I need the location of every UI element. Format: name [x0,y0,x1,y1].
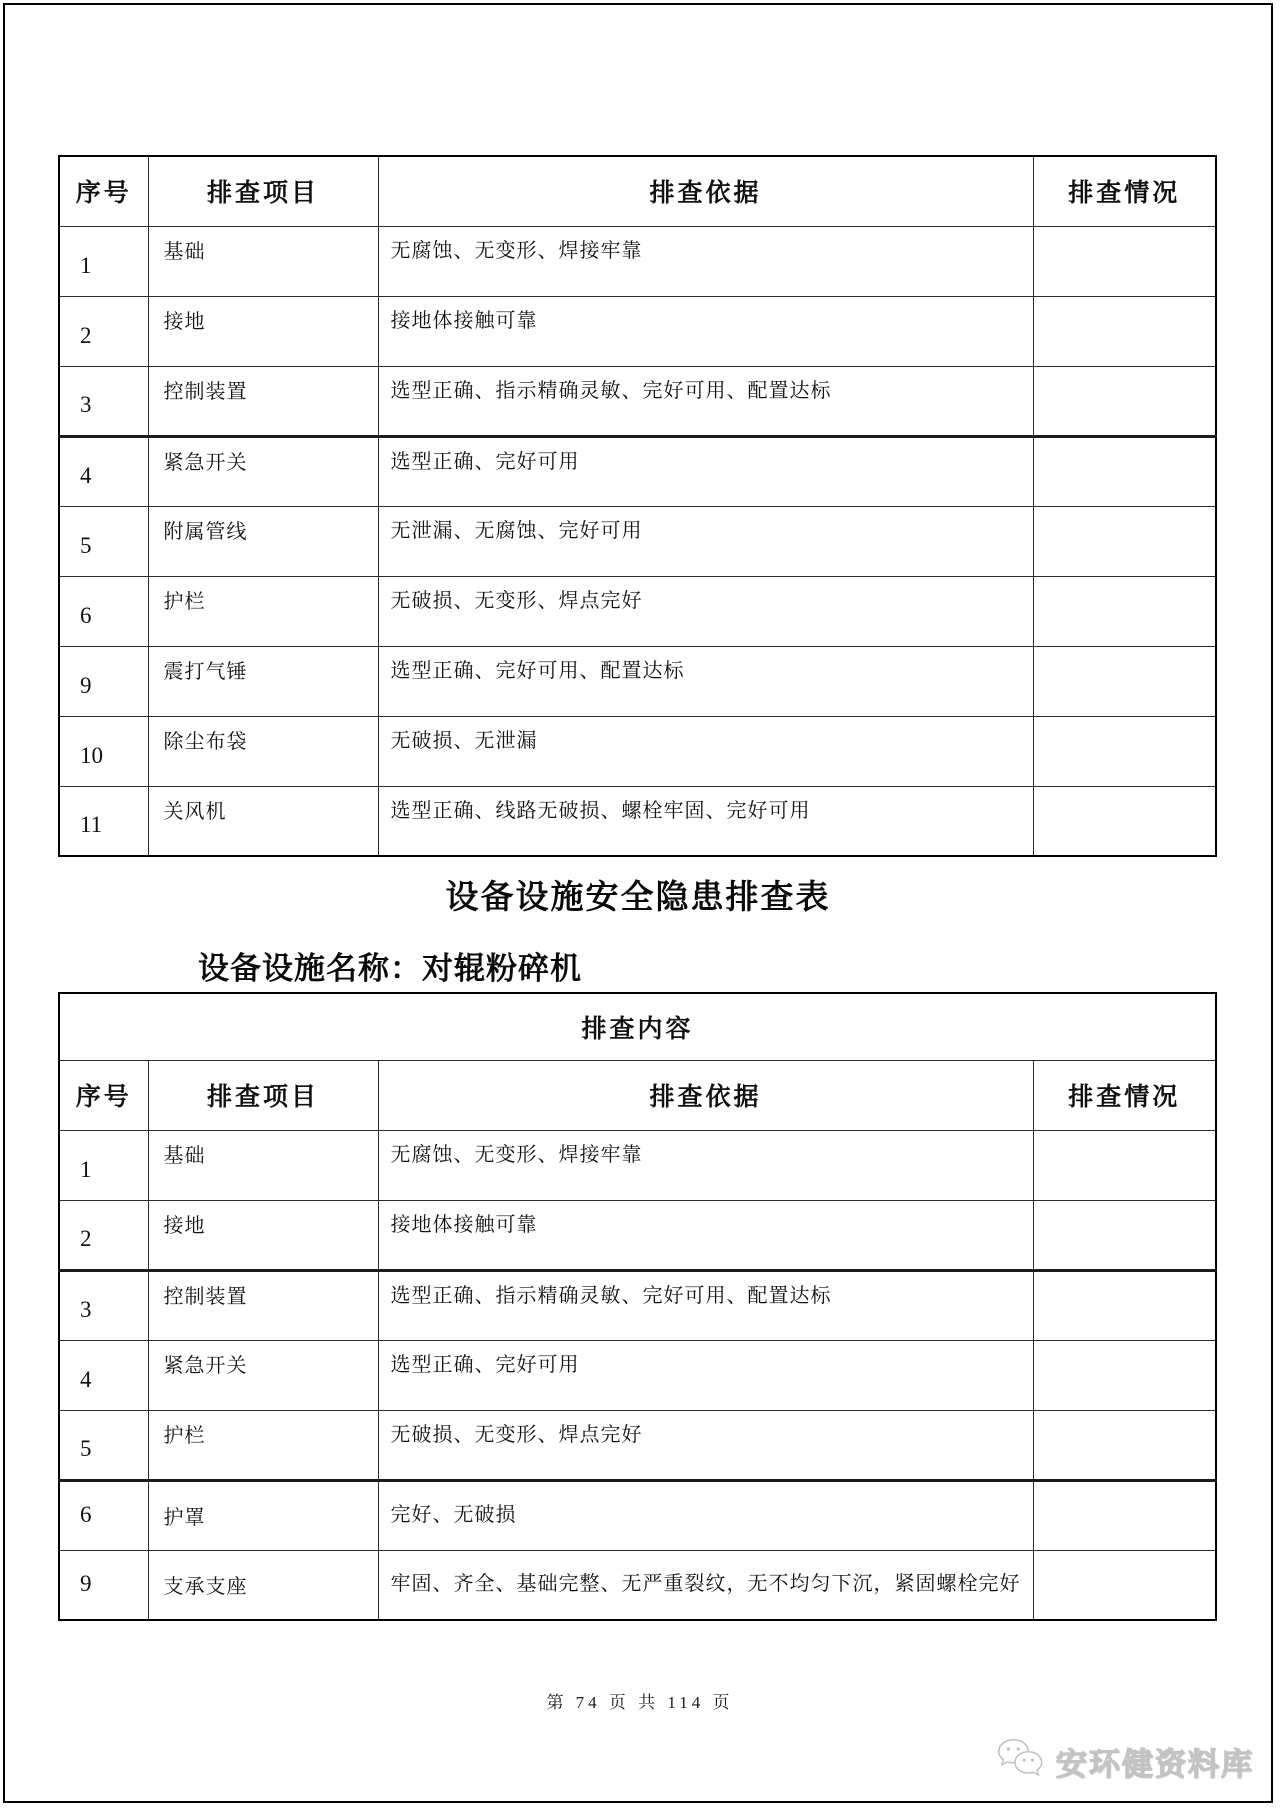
watermark-text: 安环健资料库 [1056,1746,1254,1782]
table-row [59,786,1216,856]
cell-inspection-basis: 选型正确、线路无破损、螺栓牢固、完好可用 [378,786,1033,856]
table-row [59,1340,1216,1410]
page-title: 设备设施安全隐患排查表 [445,878,831,915]
cell-inspection-item: 基础 [148,226,378,296]
cell-inspection-item: 护罩 [148,1480,378,1550]
cell-serial-no: 3 [59,366,148,436]
cell-inspection-basis: 无泄漏、无腐蚀、完好可用 [378,506,1033,576]
column-header-no: 序号 [59,1060,148,1130]
cell-serial-no: 9 [59,646,148,716]
table-row [59,1550,1216,1620]
cell-inspection-basis: 牢固、齐全、基础完整、无严重裂纹，无不均匀下沉，紧固螺栓完好 [378,1550,1033,1620]
cell-inspection-status [1033,1550,1216,1620]
cell-inspection-status [1033,1340,1216,1410]
cell-serial-no: 3 [59,1270,148,1340]
cell-inspection-status [1033,1130,1216,1200]
inspection-table-roller-crusher [58,992,1217,1621]
cell-inspection-item: 基础 [148,1130,378,1200]
cell-inspection-basis: 无腐蚀、无变形、焊接牢靠 [378,226,1033,296]
cell-inspection-status [1033,1410,1216,1480]
cell-inspection-status [1033,1270,1216,1340]
inspection-table-continued [58,155,1217,857]
table-row [59,1200,1216,1270]
column-header-status: 排查情况 [1033,1060,1216,1130]
cell-serial-no: 5 [59,506,148,576]
cell-inspection-status [1033,1200,1216,1270]
table-row [59,1130,1216,1200]
watermark [990,1737,1254,1785]
cell-inspection-item: 震打气锤 [148,646,378,716]
table-row [59,506,1216,576]
cell-inspection-item: 控制装置 [148,1270,378,1340]
table-section-header: 排查内容 [59,993,1216,1060]
cell-inspection-basis: 无破损、无变形、焊点完好 [378,1410,1033,1480]
cell-inspection-item: 接地 [148,1200,378,1270]
cell-inspection-item: 护栏 [148,1410,378,1480]
cell-inspection-item: 紧急开关 [148,436,378,506]
table-row [59,1480,1216,1550]
cell-serial-no: 2 [59,296,148,366]
table-row [59,716,1216,786]
cell-inspection-status [1033,1480,1216,1550]
table-row [59,296,1216,366]
cell-serial-no: 11 [59,786,148,856]
cell-serial-no: 6 [59,576,148,646]
cell-inspection-basis: 无破损、无泄漏 [378,716,1033,786]
column-header-status: 排查情况 [1033,156,1216,226]
cell-inspection-basis: 选型正确、指示精确灵敏、完好可用、配置达标 [378,366,1033,436]
column-header-basis: 排查依据 [378,156,1033,226]
cell-inspection-item: 除尘布袋 [148,716,378,786]
cell-inspection-status [1033,576,1216,646]
cell-inspection-basis: 选型正确、指示精确灵敏、完好可用、配置达标 [378,1270,1033,1340]
table-row [59,646,1216,716]
page-number: 第 74 页 共 114 页 [546,1693,734,1712]
table-row [59,436,1216,506]
cell-serial-no: 9 [59,1550,148,1620]
cell-inspection-status [1033,226,1216,296]
cell-inspection-basis: 完好、无破损 [378,1480,1033,1550]
cell-inspection-status [1033,646,1216,716]
column-header-item: 排查项目 [148,1060,378,1130]
cell-inspection-basis: 选型正确、完好可用 [378,1340,1033,1410]
wechat-chat-bubbles-icon [990,1737,1050,1785]
cell-serial-no: 10 [59,716,148,786]
table-row [59,1410,1216,1480]
cell-inspection-item: 关风机 [148,786,378,856]
table-row [59,226,1216,296]
cell-inspection-item: 控制装置 [148,366,378,436]
cell-inspection-status [1033,366,1216,436]
cell-inspection-status [1033,296,1216,366]
table-row [59,576,1216,646]
cell-inspection-status [1033,436,1216,506]
cell-inspection-basis: 无破损、无变形、焊点完好 [378,576,1033,646]
equipment-name-label: 设备设施名称：对辊粉碎机 [198,951,582,986]
cell-serial-no: 1 [59,226,148,296]
column-header-row [59,1060,1216,1130]
document-page [3,3,1273,1803]
column-header-row [59,156,1216,226]
cell-inspection-basis: 接地体接触可靠 [378,1200,1033,1270]
table-section-header-row [59,993,1216,1060]
column-header-basis: 排查依据 [378,1060,1033,1130]
column-header-item: 排查项目 [148,156,378,226]
cell-serial-no: 4 [59,1340,148,1410]
cell-serial-no: 1 [59,1130,148,1200]
column-header-no: 序号 [59,156,148,226]
cell-inspection-item: 支承支座 [148,1550,378,1620]
cell-serial-no: 4 [59,436,148,506]
cell-inspection-item: 附属管线 [148,506,378,576]
cell-inspection-basis: 选型正确、完好可用 [378,436,1033,506]
cell-inspection-basis: 接地体接触可靠 [378,296,1033,366]
table-row [59,366,1216,436]
cell-inspection-status [1033,716,1216,786]
cell-inspection-item: 紧急开关 [148,1340,378,1410]
cell-serial-no: 5 [59,1410,148,1480]
cell-inspection-basis: 无腐蚀、无变形、焊接牢靠 [378,1130,1033,1200]
cell-inspection-item: 接地 [148,296,378,366]
cell-inspection-basis: 选型正确、完好可用、配置达标 [378,646,1033,716]
cell-inspection-status [1033,786,1216,856]
cell-inspection-status [1033,506,1216,576]
cell-serial-no: 6 [59,1480,148,1550]
cell-serial-no: 2 [59,1200,148,1270]
cell-inspection-item: 护栏 [148,576,378,646]
table-row [59,1270,1216,1340]
